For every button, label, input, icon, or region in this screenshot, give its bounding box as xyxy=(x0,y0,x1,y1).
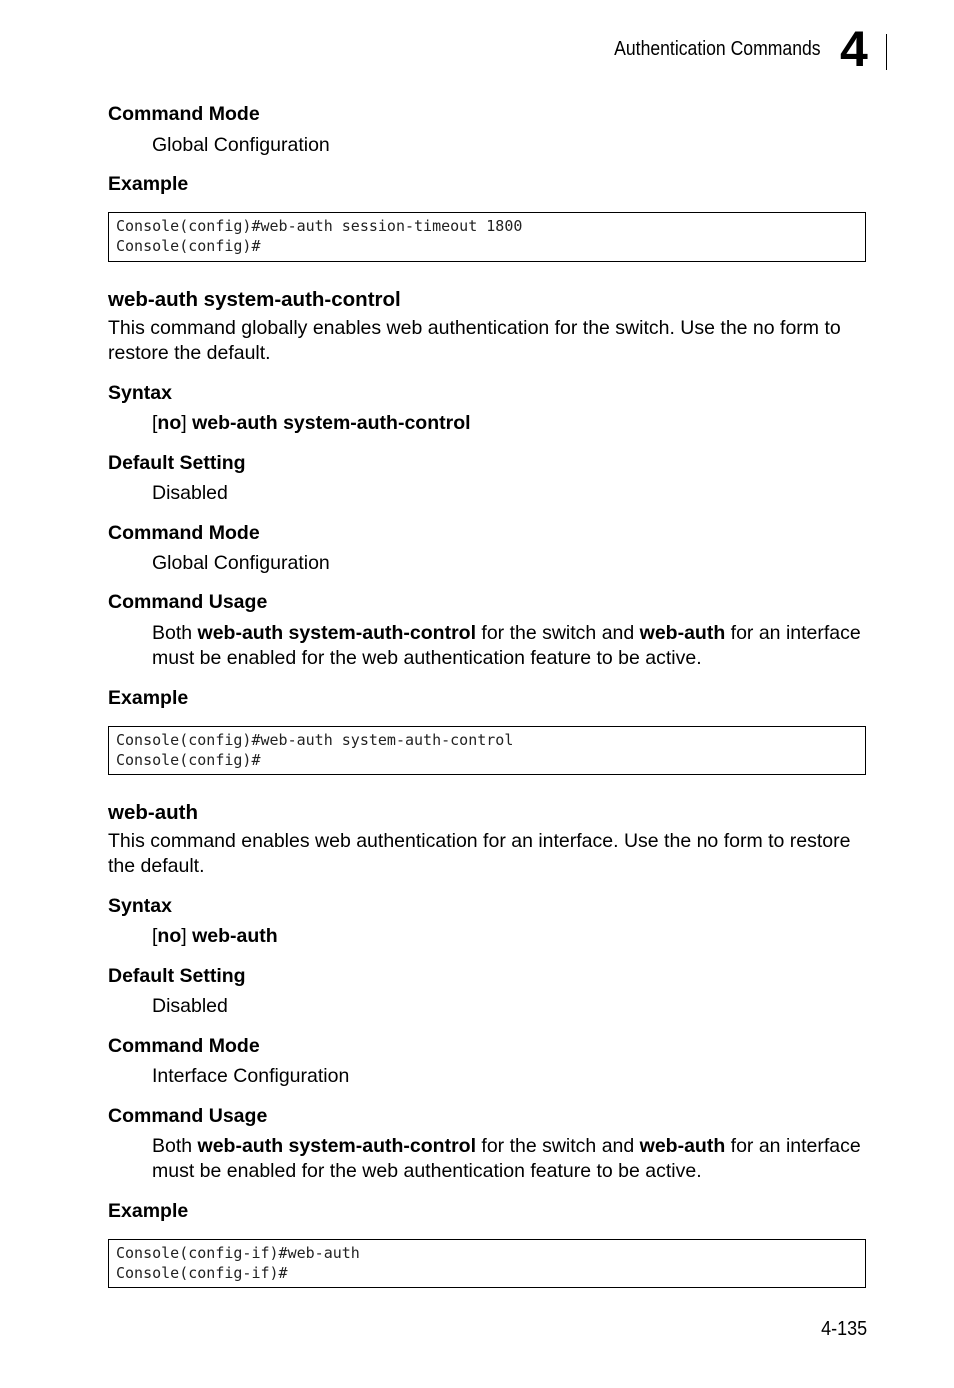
code-example xyxy=(108,1239,866,1288)
code-line: Console(config)# xyxy=(116,237,261,255)
command-title: web-auth system-auth-control xyxy=(108,288,401,311)
code-line: Console(config-if)# xyxy=(116,1264,288,1282)
default-setting-heading: Default Setting xyxy=(108,452,246,474)
example-heading: Example xyxy=(108,687,189,709)
code-line: Console(config-if)#web-auth xyxy=(116,1244,360,1262)
syntax-line: [no] web-auth xyxy=(152,925,278,947)
command-mode-heading: Command Mode xyxy=(108,1035,260,1057)
command-title: web-auth xyxy=(108,801,198,824)
chapter-divider xyxy=(886,34,887,70)
chapter-number: 4 xyxy=(840,21,868,77)
default-setting-heading: Default Setting xyxy=(108,965,246,987)
command-usage-text: Both web-auth system-auth-control for the switch and web-auth for an interface must be enabled for the web authentication feature to be active. xyxy=(152,622,861,669)
example-heading: Example xyxy=(108,1200,189,1222)
syntax-heading: Syntax xyxy=(108,895,172,917)
command-usage-heading: Command Usage xyxy=(108,591,268,613)
code-line: Console(config)#web-auth session-timeout 1800 xyxy=(116,217,523,235)
default-setting-value: Disabled xyxy=(152,995,228,1017)
running-header-title: Authentication Commands xyxy=(614,38,821,60)
command-mode-heading: Command Mode xyxy=(108,103,260,125)
code-line: Console(config)#web-auth system-auth-control xyxy=(116,731,514,749)
example-heading: Example xyxy=(108,173,189,195)
command-mode-value: Global Configuration xyxy=(152,134,330,156)
syntax-line: [no] web-auth system-auth-control xyxy=(152,412,471,434)
default-setting-value: Disabled xyxy=(152,482,228,504)
command-mode-value: Interface Configuration xyxy=(152,1065,350,1087)
command-usage-text: Both web-auth system-auth-control for the switch and web-auth for an interface must be enabled for the web authentication feature to be active. xyxy=(152,1135,861,1182)
code-example xyxy=(108,726,866,775)
command-mode-heading: Command Mode xyxy=(108,522,260,544)
code-example xyxy=(108,212,866,262)
code-line: Console(config)# xyxy=(116,751,261,769)
command-mode-value: Global Configuration xyxy=(152,552,330,574)
command-description: This command enables web authentication for an interface. Use the no form to restore the default. xyxy=(108,830,851,877)
command-usage-heading: Command Usage xyxy=(108,1105,268,1127)
command-description: This command globally enables web authentication for the switch. Use the no form to restore the default. xyxy=(108,317,841,364)
syntax-heading: Syntax xyxy=(108,382,172,404)
page-number: 4-135 xyxy=(820,1318,867,1340)
